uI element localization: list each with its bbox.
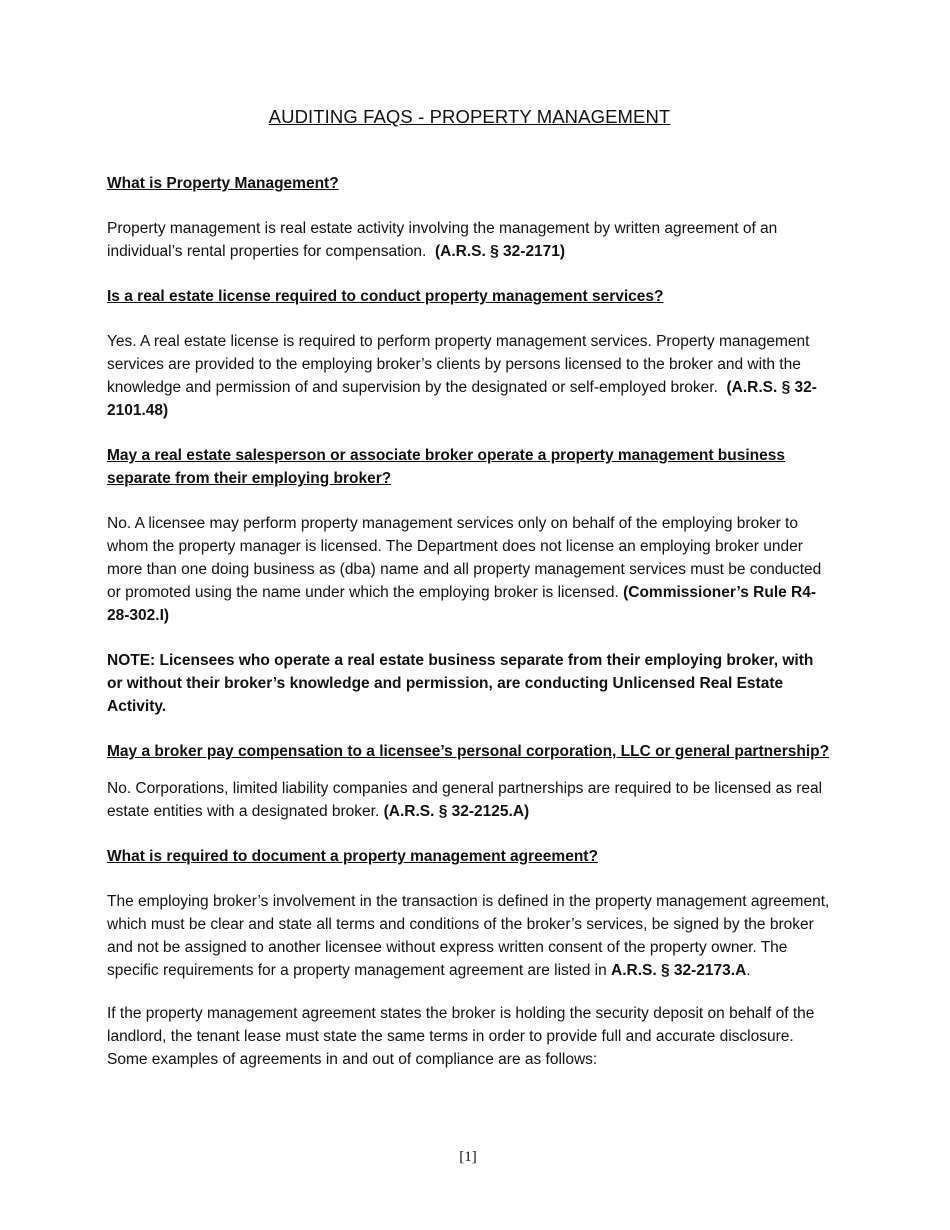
faq-question: Is a real estate license required to conduct property management services?: [107, 288, 664, 305]
note-paragraph: NOTE: Licensees who operate a real estate business separate from their employing broker, with or without their broker’s knowledge and permission, are conducting Unlicensed Real Estate Activity.: [107, 652, 814, 715]
faq-question: What is required to document a property management agreement?: [107, 848, 598, 865]
faq-question: May a broker pay compensation to a licensee’s personal corporation, LLC or general partnership?: [107, 743, 830, 760]
statute-reference: (A.R.S. § 32-2125.A): [383, 803, 530, 820]
answer-text: No. Corporations, limited liability companies and general partnerships are required to be licensed as real estate entities with a designated broker.: [107, 780, 823, 820]
document-title: AUDITING FAQS - PROPERTY MANAGEMENT: [268, 106, 671, 127]
faq-answer: If the property management agreement states the broker is holding the security deposit on behalf of the landlord, the tenant lease must state the same terms in order to provide full and accurate disclosure. Some examples of agreements in and out of compliance are as follows:: [107, 1005, 815, 1068]
document-body: [107, 106, 832, 1093]
answer-text: Yes. A real estate license is required to perform property management services. Property management services are provided to the employing broker’s clients by persons licensed to the broker and with the knowledge and permission of and supervision by the designated or self-employed broker.: [107, 333, 810, 396]
statute-reference: (A.R.S. § 32-2171): [435, 243, 566, 260]
statute-reference: (A.R.S. § 32-2101.48): [107, 379, 817, 419]
page-number: [1]: [459, 1149, 477, 1165]
rule-reference: (Commissioner’s Rule R4-28-302.I): [107, 584, 817, 624]
answer-text: No. A licensee may perform property management services only on behalf of the employing broker to whom the property manager is licensed. The Department does not license an employing broker under more than one doing business as (dba) name and all property management services must be conducted or promoted using the name under which the employing broker is licensed.: [107, 515, 822, 601]
answer-text: Property management is real estate activity involving the management by written agreement of an individual’s rental properties for compensation.: [107, 220, 778, 260]
faq-question: May a real estate salesperson or associate broker operate a property management business separate from their employing broker?: [107, 447, 785, 487]
faq-answer: [107, 330, 832, 422]
faq-answer: [107, 217, 832, 263]
faq-answer: [107, 890, 832, 982]
statute-reference: A.R.S. § 32-2173.A: [611, 962, 747, 979]
answer-text: The employing broker’s involvement in the transaction is defined in the property management agreement, which must be clear and state all terms and conditions of the broker’s services, be signed by the broker and not be assigned to another licensee without express written consent of the property owner. The specific requirements for a property management agreement are listed in: [107, 893, 830, 979]
answer-text-end: .: [746, 962, 751, 979]
faq-question: What is Property Management?: [107, 175, 339, 192]
faq-answer: [107, 512, 832, 627]
faq-answer: [107, 777, 832, 823]
